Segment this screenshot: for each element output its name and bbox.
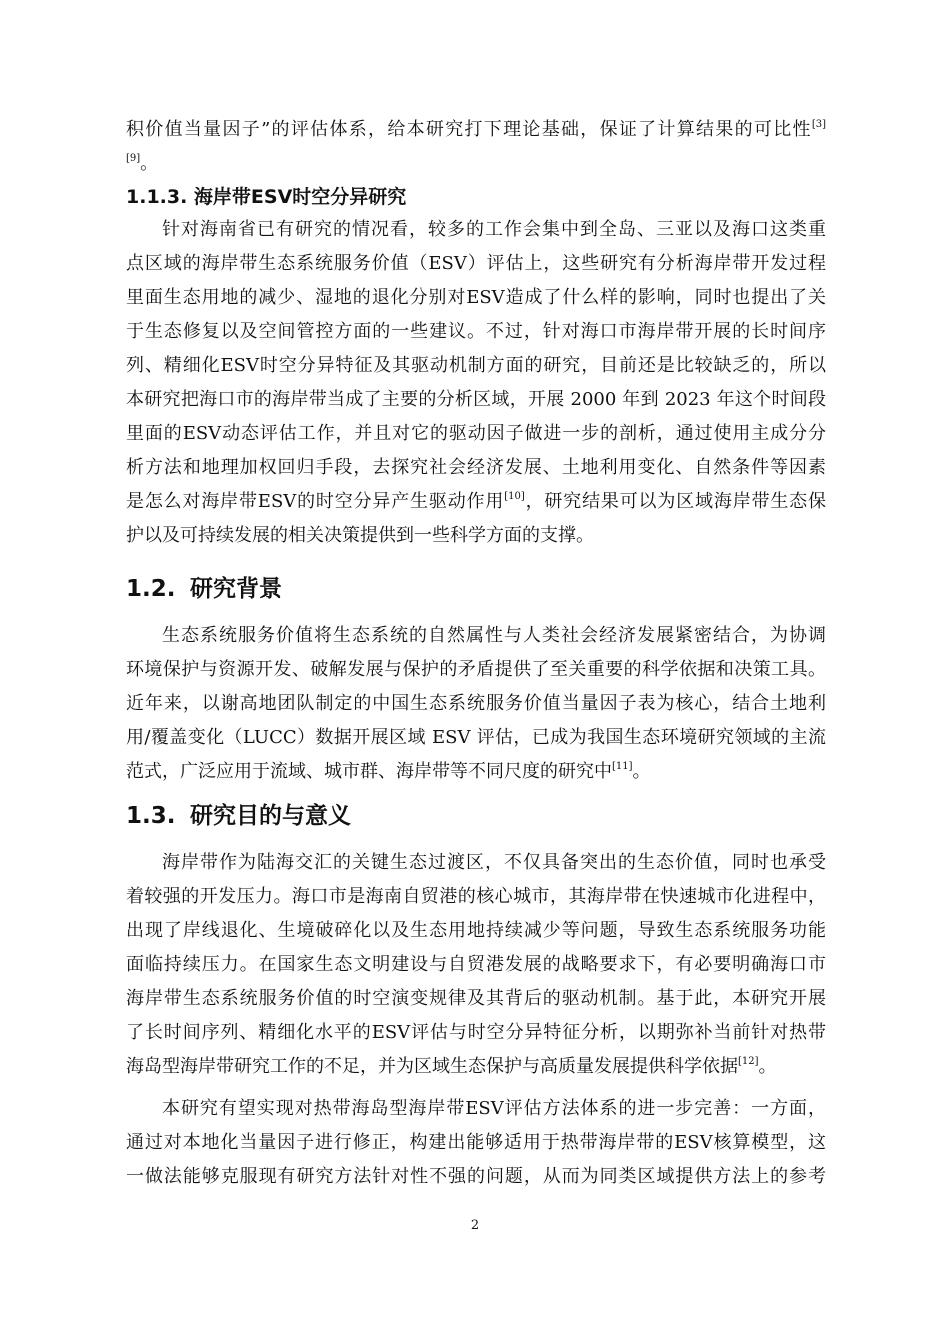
section-heading-1-1-3: 1.1.3. 海岸带ESV时空分异研究 [126,186,407,208]
paragraph-line: 通过对本地化当量因子进行修正，构建出能够适用于热带海岸带的ESV核算模型，这 [126,1132,826,1153]
paragraph-line: 析方法和地理加权回归手段，去探究社会经济发展、土地利用变化、自然条件等因素 [126,457,826,478]
page-number: 2 [470,1218,480,1233]
paragraph-line: 点区域的海岸带生态系统服务价值（ESV）评估上，这些研究有分析海岸带开发过程 [126,253,826,274]
section-heading-1-3: 1.3. 研究目的与意义 [126,803,351,829]
citation: [11] [612,761,633,772]
citation: [12] [738,1056,759,1067]
paragraph-line: 近年来，以谢高地团队制定的中国生态系统服务价值当量因子表为核心，结合土地利 [126,693,826,714]
paragraph-line: 一做法能够克服现有研究方法针对性不强的问题，从而为同类区域提供方法上的参考 [126,1166,826,1187]
paragraph-line: 海岸带生态系统服务价值的时空演变规律及其背后的驱动机制。基于此，本研究开展 [126,988,826,1009]
paragraph-line: 针对海南省已有研究的情况看，较多的工作会集中到全岛、三亚以及海口这类重 [162,219,826,240]
paragraph-line: 于生态修复以及空间管控方面的一些建议。不过，针对海口市海岸带开展的长时间序 [126,321,826,342]
paragraph-line: 生态系统服务价值将生态系统的自然属性与人类社会经济发展紧密结合，为协调 [162,625,826,646]
section-heading-1-2: 1.2. 研究背景 [126,576,282,602]
paragraph-line: 了长时间序列、精细化水平的ESV评估与时空分异特征分析，以期弥补当前针对热带 [126,1022,826,1043]
paragraph-line: 是怎么对海岸带ESV的时空分异产生驱动作用[10]，研究结果可以为区域海岸带生态保 [126,491,827,512]
paragraph-line: 里面的ESV动态评估工作，并且对它的驱动因子做进一步的剖析，通过使用主成分分 [126,423,826,444]
paragraph-line: 环境保护与资源开发、破解发展与保护的矛盾提供了至关重要的科学依据和决策工具。 [126,659,826,680]
paragraph-line: 范式，广泛应用于流域、城市群、海岸带等不同尺度的研究中[11]。 [126,761,651,782]
paragraph-line: 海岸带作为陆海交汇的关键生态过渡区，不仅具备突出的生态价值，同时也承受 [162,852,826,873]
paragraph-line: 面临持续压力。在国家生态文明建设与自贸港发展的战略要求下，有必要明确海口市 [126,954,826,975]
paragraph-line: 用/覆盖变化（LUCC）数据开展区域 ESV 评估，已成为我国生态环境研究领域的主流 [126,727,826,748]
paragraph-line: 出现了岸线退化、生境破碎化以及生态用地持续减少等问题，导致生态系统服务功能 [126,920,826,941]
paragraph-line: 里面生态用地的减少、湿地的退化分别对ESV造成了什么样的影响，同时也提出了关 [126,287,826,308]
paragraph-line: 本研究有望实现对热带海岛型海岸带ESV评估方法体系的进一步完善：一方面， [162,1098,826,1119]
paragraph-line: [9]。 [126,153,159,174]
citation: [3] [811,119,826,130]
paragraph-line: 着较强的开发压力。海口市是海南自贸港的核心城市，其海岸带在快速城市化进程中， [126,886,826,907]
paragraph-line: 本研究把海口市的海岸带当成了主要的分析区域，开展 2000 年到 2023 年这个时间段 [126,389,826,410]
citation: [10] [504,491,525,502]
citation: [9] [126,153,141,164]
paragraph-line: 护以及可持续发展的相关决策提供到一些科学方面的支撑。 [126,525,594,546]
paragraph-line: 积价值当量因子”的评估体系，给本研究打下理论基础，保证了计算结果的可比性[3] [126,119,826,140]
paragraph-line: 列、精细化ESV时空分异特征及其驱动机制方面的研究，目前还是比较缺乏的，所以 [126,355,826,376]
paragraph-line: 海岛型海岸带研究工作的不足，并为区域生态保护与高质量发展提供科学依据[12]。 [126,1056,777,1077]
